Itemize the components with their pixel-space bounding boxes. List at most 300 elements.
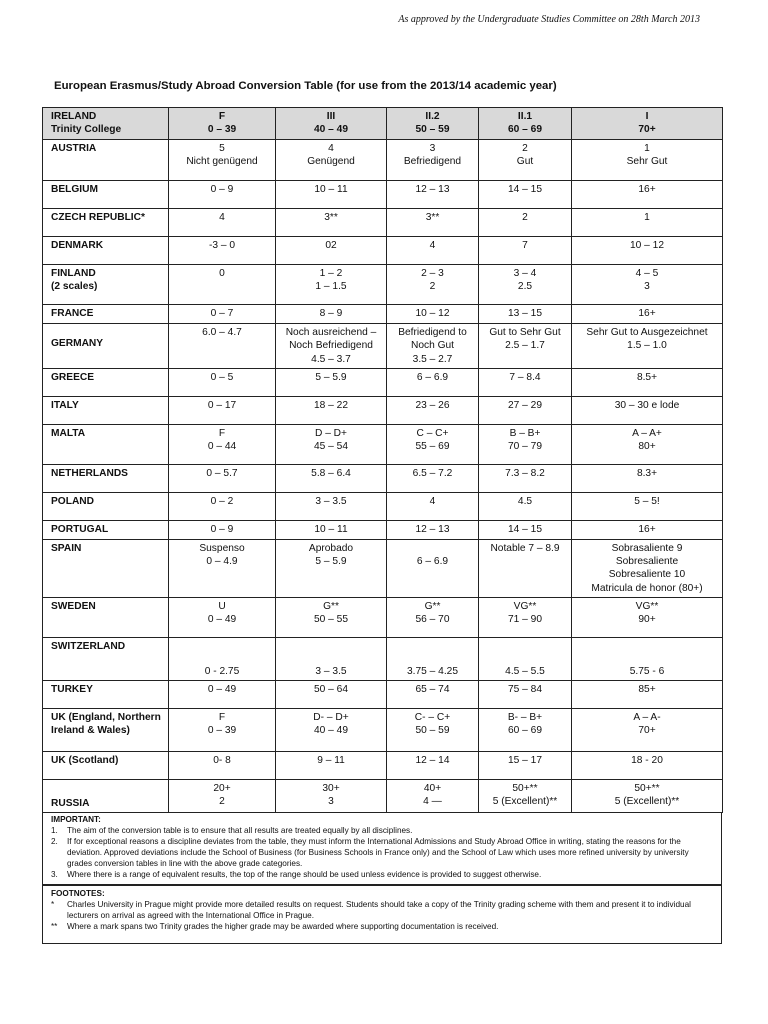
country-cell xyxy=(43,520,169,539)
country-name-line: AUSTRIA xyxy=(51,143,97,154)
grade-value-line: F xyxy=(218,427,226,439)
grade-value-line: 12 – 13 xyxy=(415,523,450,535)
grade-value-line: 1 xyxy=(644,143,650,154)
grade-value-line: 3 – 3.5 xyxy=(315,495,347,507)
header-grade-range: 50 – 59 xyxy=(415,124,450,136)
approval-note: As approved by the Undergraduate Studies Committee on 28th March 2013 xyxy=(398,14,700,25)
grade-value-line: 70+ xyxy=(638,725,656,737)
grade-value-line: 6.5 – 7.2 xyxy=(412,467,453,479)
grade-cell xyxy=(387,424,479,464)
important-text: If for exceptional reasons a discipline deviates from the table, they must inform the International Admissions and Study Abroad Office in writing, stating the reasons for the deviation. Approved deviations include the School of Business (for Business Schools in France only) and the School of Law which uses more refined university by university grades conversion tables in line with the above grade categories. xyxy=(67,837,689,868)
grade-value-line: 0- 8 xyxy=(213,755,231,767)
country-name-line: DENMARK xyxy=(51,240,104,251)
country-cell xyxy=(43,780,169,813)
grade-cell xyxy=(387,396,479,424)
grade-value-line: Sobrasaliente 9 xyxy=(611,542,683,554)
header-country-line: IRELAND xyxy=(51,111,97,122)
grade-cell xyxy=(387,598,479,638)
grade-value-line: 4 xyxy=(429,495,436,507)
grade-value-line: Befriedigend xyxy=(403,156,462,168)
grade-value-line: 0 - 2.75 xyxy=(204,665,240,677)
grade-value-line: A – A- xyxy=(633,712,661,724)
grade-cell xyxy=(479,598,572,638)
grade-value-line: 50+** xyxy=(512,783,538,795)
grade-cell xyxy=(169,424,276,464)
grade-value-line: 3** xyxy=(425,212,440,223)
grade-value-line: 16+ xyxy=(638,523,656,535)
grade-value-line: 71 – 90 xyxy=(508,614,542,626)
grade-value-line: 0 – 9 xyxy=(210,523,234,535)
grade-value-line: D- – D+ xyxy=(313,712,349,724)
grade-cell xyxy=(572,181,723,209)
table-row xyxy=(43,424,723,464)
grade-value-line: 0 – 4.9 xyxy=(206,556,238,568)
grade-cell xyxy=(169,752,276,780)
grade-value-line: 0 – 5.7 xyxy=(206,467,238,479)
grade-cell xyxy=(169,598,276,638)
grade-value-line: 50 – 64 xyxy=(314,684,348,696)
grade-value-line: 14 – 15 xyxy=(508,523,542,535)
grade-cell xyxy=(387,681,479,709)
grade-value-line: 50+** xyxy=(634,783,660,795)
grade-cell xyxy=(572,265,723,305)
grade-value-line: Befriedigend to xyxy=(398,327,467,338)
important-notes xyxy=(42,812,722,885)
table-row xyxy=(43,265,723,305)
country-cell xyxy=(43,237,169,265)
grade-value-line: 0 – 49 xyxy=(207,614,237,626)
grade-cell xyxy=(479,324,572,369)
grade-value-line: 0 – 9 xyxy=(210,184,234,195)
grade-cell xyxy=(479,520,572,539)
grade-cell xyxy=(479,237,572,265)
header-grade-cell xyxy=(169,108,276,140)
important-marker: 1. xyxy=(51,826,58,835)
grade-value-line: 6 – 6.9 xyxy=(416,555,449,567)
grade-cell xyxy=(479,396,572,424)
grade-cell xyxy=(479,140,572,181)
grade-value-line: Suspenso xyxy=(199,542,245,554)
grade-value-line: 4 — xyxy=(423,796,442,808)
grade-value-line: 4 – 5 xyxy=(635,268,659,279)
important-heading: IMPORTANT: xyxy=(51,815,101,824)
grade-value-line: 0 – 2 xyxy=(210,495,234,507)
grade-value-line: 1 – 1.5 xyxy=(315,281,347,293)
grade-cell xyxy=(387,520,479,539)
grade-cell xyxy=(276,265,387,305)
grade-cell xyxy=(572,424,723,464)
grade-cell xyxy=(169,324,276,369)
grade-value-line: 4 xyxy=(328,143,334,154)
grade-cell xyxy=(169,681,276,709)
grade-cell xyxy=(479,638,572,681)
country-name-line: Ireland & Wales) xyxy=(51,725,130,737)
grade-value-line: B – B+ xyxy=(509,427,541,439)
grade-cell xyxy=(479,265,572,305)
grade-cell xyxy=(276,638,387,681)
country-cell xyxy=(43,681,169,709)
important-item xyxy=(51,825,715,836)
grade-cell xyxy=(387,324,479,369)
grade-value-line: 16+ xyxy=(638,308,656,319)
grade-value-line: Sobresaliente xyxy=(615,556,679,568)
grade-value-line: 7.3 – 8.2 xyxy=(505,467,545,479)
grade-value-line: 2 xyxy=(522,143,528,154)
table-row xyxy=(43,209,723,237)
grade-cell xyxy=(572,209,723,237)
country-cell xyxy=(43,492,169,520)
grade-value-line: 0 – 44 xyxy=(207,441,237,453)
grade-cell xyxy=(169,638,276,681)
grade-cell xyxy=(572,752,723,780)
grade-cell xyxy=(479,681,572,709)
grade-value-line: 56 – 70 xyxy=(415,614,450,626)
header-country-cell xyxy=(43,108,169,140)
grade-cell xyxy=(387,140,479,181)
footnote-text: Charles University in Prague might provide more detailed results on request. Students should take a copy of the Trinity grading scheme with them and present it to individual lecturers on arrival as agreed with the International Office in Prague. xyxy=(67,900,691,920)
grade-value-line: 6 – 6.9 xyxy=(416,371,449,383)
grade-value-line: 18 - 20 xyxy=(631,755,663,767)
grade-value-line: 27 – 29 xyxy=(508,399,542,411)
grade-value-line: 8 – 9 xyxy=(319,308,343,319)
grade-value-line: C- – C+ xyxy=(414,712,451,724)
header-grade-range: 40 – 49 xyxy=(314,124,348,136)
grade-value-line: 8.3+ xyxy=(636,467,658,479)
table-row xyxy=(43,709,723,752)
header-grade-name: II.2 xyxy=(425,111,440,122)
grade-cell xyxy=(572,464,723,492)
country-name-line: FINLAND xyxy=(51,268,96,279)
table-header-row xyxy=(43,108,723,140)
grade-value-line: 4.5 – 5.5 xyxy=(505,665,545,677)
grade-cell xyxy=(479,752,572,780)
country-cell xyxy=(43,752,169,780)
grade-cell xyxy=(387,237,479,265)
grade-cell xyxy=(479,464,572,492)
header-grade-name: II.1 xyxy=(517,111,533,122)
grade-value-line: Noch Gut xyxy=(410,340,455,352)
country-name-line: POLAND xyxy=(51,495,95,507)
country-cell xyxy=(43,209,169,237)
header-grade-cell xyxy=(276,108,387,140)
grade-value-line: 7 – 8.4 xyxy=(509,371,541,383)
grade-value-line: 12 – 13 xyxy=(415,184,450,195)
grade-cell xyxy=(276,520,387,539)
grade-cell xyxy=(276,424,387,464)
country-name-line: SPAIN xyxy=(51,542,82,554)
country-name-line: PORTUGAL xyxy=(51,523,109,535)
country-name-line: UK (Scotland) xyxy=(51,755,119,767)
country-name-line: (2 scales) xyxy=(51,281,98,293)
country-cell xyxy=(43,539,169,597)
footnote-item xyxy=(51,921,715,932)
grade-value-line: 2 xyxy=(522,212,528,223)
grade-value-line: 10 – 12 xyxy=(415,308,450,319)
table-row xyxy=(43,464,723,492)
footnotes xyxy=(42,885,722,944)
grade-cell xyxy=(387,752,479,780)
important-marker: 2. xyxy=(51,837,58,846)
grade-cell xyxy=(169,492,276,520)
grade-value-line: 5.8 – 6.4 xyxy=(311,467,351,479)
grade-cell xyxy=(572,709,723,752)
grade-value-line: Sehr Gut to Ausgezeichnet xyxy=(586,327,708,338)
grade-value-line: 3 xyxy=(429,143,436,154)
header-grade-range: 0 – 39 xyxy=(207,124,237,136)
table-row xyxy=(43,780,723,813)
table-row xyxy=(43,396,723,424)
table-row xyxy=(43,305,723,324)
table-row xyxy=(43,181,723,209)
header-grade-range: 60 – 69 xyxy=(508,124,542,136)
country-name-line: FRANCE xyxy=(51,308,94,319)
grade-cell xyxy=(276,681,387,709)
grade-value-line: 75 – 84 xyxy=(508,684,542,696)
important-item xyxy=(51,869,715,880)
grade-value-line: 2.5 xyxy=(517,281,533,293)
grade-value-line: 2 xyxy=(429,281,436,293)
grade-cell xyxy=(169,209,276,237)
footnote-text: Where a mark spans two Trinity grades the higher grade may be awarded where supporting documentation is received. xyxy=(67,922,499,931)
grade-value-line: 2 xyxy=(219,796,225,808)
grade-cell xyxy=(479,368,572,396)
country-name-line: GERMANY xyxy=(51,338,104,349)
grade-value-line: 8.5+ xyxy=(636,371,658,383)
grade-cell xyxy=(572,305,723,324)
country-name-line: SWITZERLAND xyxy=(51,641,126,653)
grade-cell xyxy=(572,539,723,597)
table-row xyxy=(43,598,723,638)
grade-cell xyxy=(572,780,723,813)
header-grade-cell xyxy=(572,108,723,140)
grade-cell xyxy=(169,140,276,181)
country-name-line: RUSSIA xyxy=(51,797,90,809)
grade-value-line: 14 – 15 xyxy=(508,184,542,195)
footnote-marker: ** xyxy=(51,922,58,931)
grade-value-line: G** xyxy=(323,601,339,613)
grade-cell xyxy=(276,492,387,520)
header-grade-name: III xyxy=(326,111,336,122)
document-title: European Erasmus/Study Abroad Conversion Table (for use from the 2013/14 academic year) xyxy=(54,80,557,92)
grade-cell xyxy=(276,140,387,181)
grade-cell xyxy=(276,709,387,752)
grade-value-line: Noch ausreichend – xyxy=(285,327,377,338)
grade-value-line: Notable 7 – 8.9 xyxy=(490,542,560,554)
grade-cell xyxy=(387,709,479,752)
grade-cell xyxy=(572,324,723,369)
grade-cell xyxy=(169,780,276,813)
grade-value-line: -3 – 0 xyxy=(208,240,236,251)
grade-value-line: A – A+ xyxy=(632,427,662,439)
grade-value-line: B- – B+ xyxy=(507,712,543,724)
country-name-line: GREECE xyxy=(51,371,95,383)
grade-cell xyxy=(169,305,276,324)
grade-cell xyxy=(169,520,276,539)
grade-value-line: 5.75 - 6 xyxy=(629,665,665,677)
grade-value-line: 16+ xyxy=(638,184,656,195)
grade-cell xyxy=(387,638,479,681)
grade-cell xyxy=(276,305,387,324)
grade-value-line: Aprobado xyxy=(308,542,354,554)
country-name-line: TURKEY xyxy=(51,684,93,696)
grade-value-line: 15 – 17 xyxy=(508,755,542,767)
grade-cell xyxy=(479,305,572,324)
grade-value-line: 90+ xyxy=(638,614,656,626)
grade-cell xyxy=(169,265,276,305)
grade-cell xyxy=(572,237,723,265)
country-name-line: UK (England, Northern xyxy=(51,712,161,724)
grade-value-line: 5 (Excellent)** xyxy=(492,796,558,808)
grade-value-line: 12 – 14 xyxy=(415,755,450,767)
grade-cell xyxy=(169,464,276,492)
grade-value-line: 1.5 – 1.0 xyxy=(627,340,667,352)
grade-cell xyxy=(169,237,276,265)
grade-value-line: 0 – 17 xyxy=(207,399,237,411)
grade-value-line: 4.5 – 3.7 xyxy=(311,353,351,365)
grade-value-line: 9 – 11 xyxy=(317,755,345,767)
grade-cell xyxy=(169,539,276,597)
grade-cell xyxy=(479,709,572,752)
grade-cell xyxy=(169,368,276,396)
grade-value-line: 0 xyxy=(219,268,225,279)
grade-value-line: 10 – 11 xyxy=(314,523,348,535)
table-row xyxy=(43,539,723,597)
grade-value-line: 02 xyxy=(325,240,337,251)
country-name-line: BELGIUM xyxy=(51,184,98,195)
grade-cell xyxy=(276,464,387,492)
header-grade-cell xyxy=(387,108,479,140)
header-grade-name: I xyxy=(645,111,649,122)
grade-cell xyxy=(572,638,723,681)
grade-cell xyxy=(276,368,387,396)
grade-cell xyxy=(276,181,387,209)
grade-value-line: 1 – 2 xyxy=(319,268,343,279)
important-text: The aim of the conversion table is to ensure that all results are treated equally by all disciplines. xyxy=(67,826,413,835)
grade-cell xyxy=(169,709,276,752)
grade-value-line: C – C+ xyxy=(416,427,449,439)
important-text: Where there is a range of equivalent results, the top of the range should be used unless evidence is provided to suggest otherwise. xyxy=(67,870,542,879)
table-row xyxy=(43,368,723,396)
grade-cell xyxy=(169,396,276,424)
grade-value-line: 10 – 12 xyxy=(630,240,664,251)
country-name-line: NETHERLANDS xyxy=(51,467,128,479)
grade-cell xyxy=(387,492,479,520)
country-cell xyxy=(43,396,169,424)
grade-value-line: 13 – 15 xyxy=(508,308,542,319)
grade-value-line: 0 – 49 xyxy=(207,684,237,696)
grade-value-line: 45 – 54 xyxy=(314,441,348,453)
country-cell xyxy=(43,464,169,492)
grade-value-line: 10 – 11 xyxy=(314,184,348,195)
important-marker: 3. xyxy=(51,870,58,879)
grade-value-line: 4 xyxy=(429,240,436,251)
grade-value-line: Gut to Sehr Gut xyxy=(489,327,561,338)
grade-value-line: 3.5 – 2.7 xyxy=(412,353,453,365)
grade-value-line: 40+ xyxy=(423,783,442,795)
grade-cell xyxy=(479,181,572,209)
grade-cell xyxy=(479,424,572,464)
grade-value-line: 0 – 39 xyxy=(207,725,237,737)
grade-value-line: 55 – 69 xyxy=(415,441,450,453)
table-row xyxy=(43,237,723,265)
grade-cell xyxy=(276,752,387,780)
country-cell xyxy=(43,368,169,396)
grade-value-line: 5 (Excellent)** xyxy=(614,796,680,808)
grade-cell xyxy=(479,780,572,813)
grade-cell xyxy=(387,181,479,209)
grade-cell xyxy=(169,181,276,209)
grade-value-line: 5 – 5! xyxy=(634,495,660,507)
grade-cell xyxy=(572,681,723,709)
grade-value-line: 6.0 – 4.7 xyxy=(202,327,242,338)
grade-cell xyxy=(387,305,479,324)
header-country-line: Trinity College xyxy=(51,124,122,136)
grade-value-line: 1 xyxy=(644,212,650,223)
footnotes-heading: FOOTNOTES: xyxy=(51,889,105,898)
conversion-table xyxy=(42,107,723,813)
table-row xyxy=(43,520,723,539)
grade-value-line: 40 – 49 xyxy=(314,725,348,737)
grade-value-line: Noch Befriedigend xyxy=(289,340,373,352)
grade-value-line: 23 – 26 xyxy=(415,399,450,411)
table-row xyxy=(43,140,723,181)
grade-value-line: 30+ xyxy=(322,783,340,795)
grade-value-line: 18 – 22 xyxy=(314,399,348,411)
grade-cell xyxy=(572,492,723,520)
grade-cell xyxy=(276,209,387,237)
grade-cell xyxy=(276,324,387,369)
grade-value-line: Nicht genügend xyxy=(186,156,258,168)
grade-value-line: Gut xyxy=(516,156,534,168)
grade-value-line: F xyxy=(218,712,226,724)
grade-cell xyxy=(572,368,723,396)
grade-value-line: Genügend xyxy=(307,156,355,168)
grade-value-line: 3 xyxy=(328,796,334,808)
country-name-line: MALTA xyxy=(51,427,86,439)
country-cell xyxy=(43,598,169,638)
grade-value-line: U xyxy=(218,601,226,613)
grade-cell xyxy=(387,539,479,597)
grade-cell xyxy=(572,520,723,539)
header-grade-name: F xyxy=(218,111,226,122)
grade-value-line: 0 – 5 xyxy=(210,371,234,383)
grade-cell xyxy=(276,396,387,424)
grade-cell xyxy=(479,209,572,237)
grade-value-line: 85+ xyxy=(638,684,656,696)
grade-cell xyxy=(387,265,479,305)
grade-cell xyxy=(276,237,387,265)
grade-value-line: 5 – 5.9 xyxy=(315,371,347,383)
grade-value-line: D – D+ xyxy=(315,427,347,439)
country-name-line: SWEDEN xyxy=(51,601,96,613)
grade-value-line: 50 – 59 xyxy=(415,725,450,737)
grade-value-line: 0 – 7 xyxy=(210,308,234,319)
country-cell xyxy=(43,424,169,464)
grade-value-line: 5 xyxy=(219,143,225,154)
grade-value-line: G** xyxy=(424,601,441,613)
grade-cell xyxy=(387,368,479,396)
grade-cell xyxy=(276,780,387,813)
grade-value-line: 4 xyxy=(219,212,225,223)
grade-value-line: 65 – 74 xyxy=(415,684,450,696)
grade-cell xyxy=(572,598,723,638)
header-grade-range: 70+ xyxy=(638,124,656,136)
grade-value-line: 50 – 55 xyxy=(314,614,348,626)
grade-cell xyxy=(276,539,387,597)
important-list xyxy=(51,825,715,880)
table-row xyxy=(43,492,723,520)
table-row xyxy=(43,638,723,681)
